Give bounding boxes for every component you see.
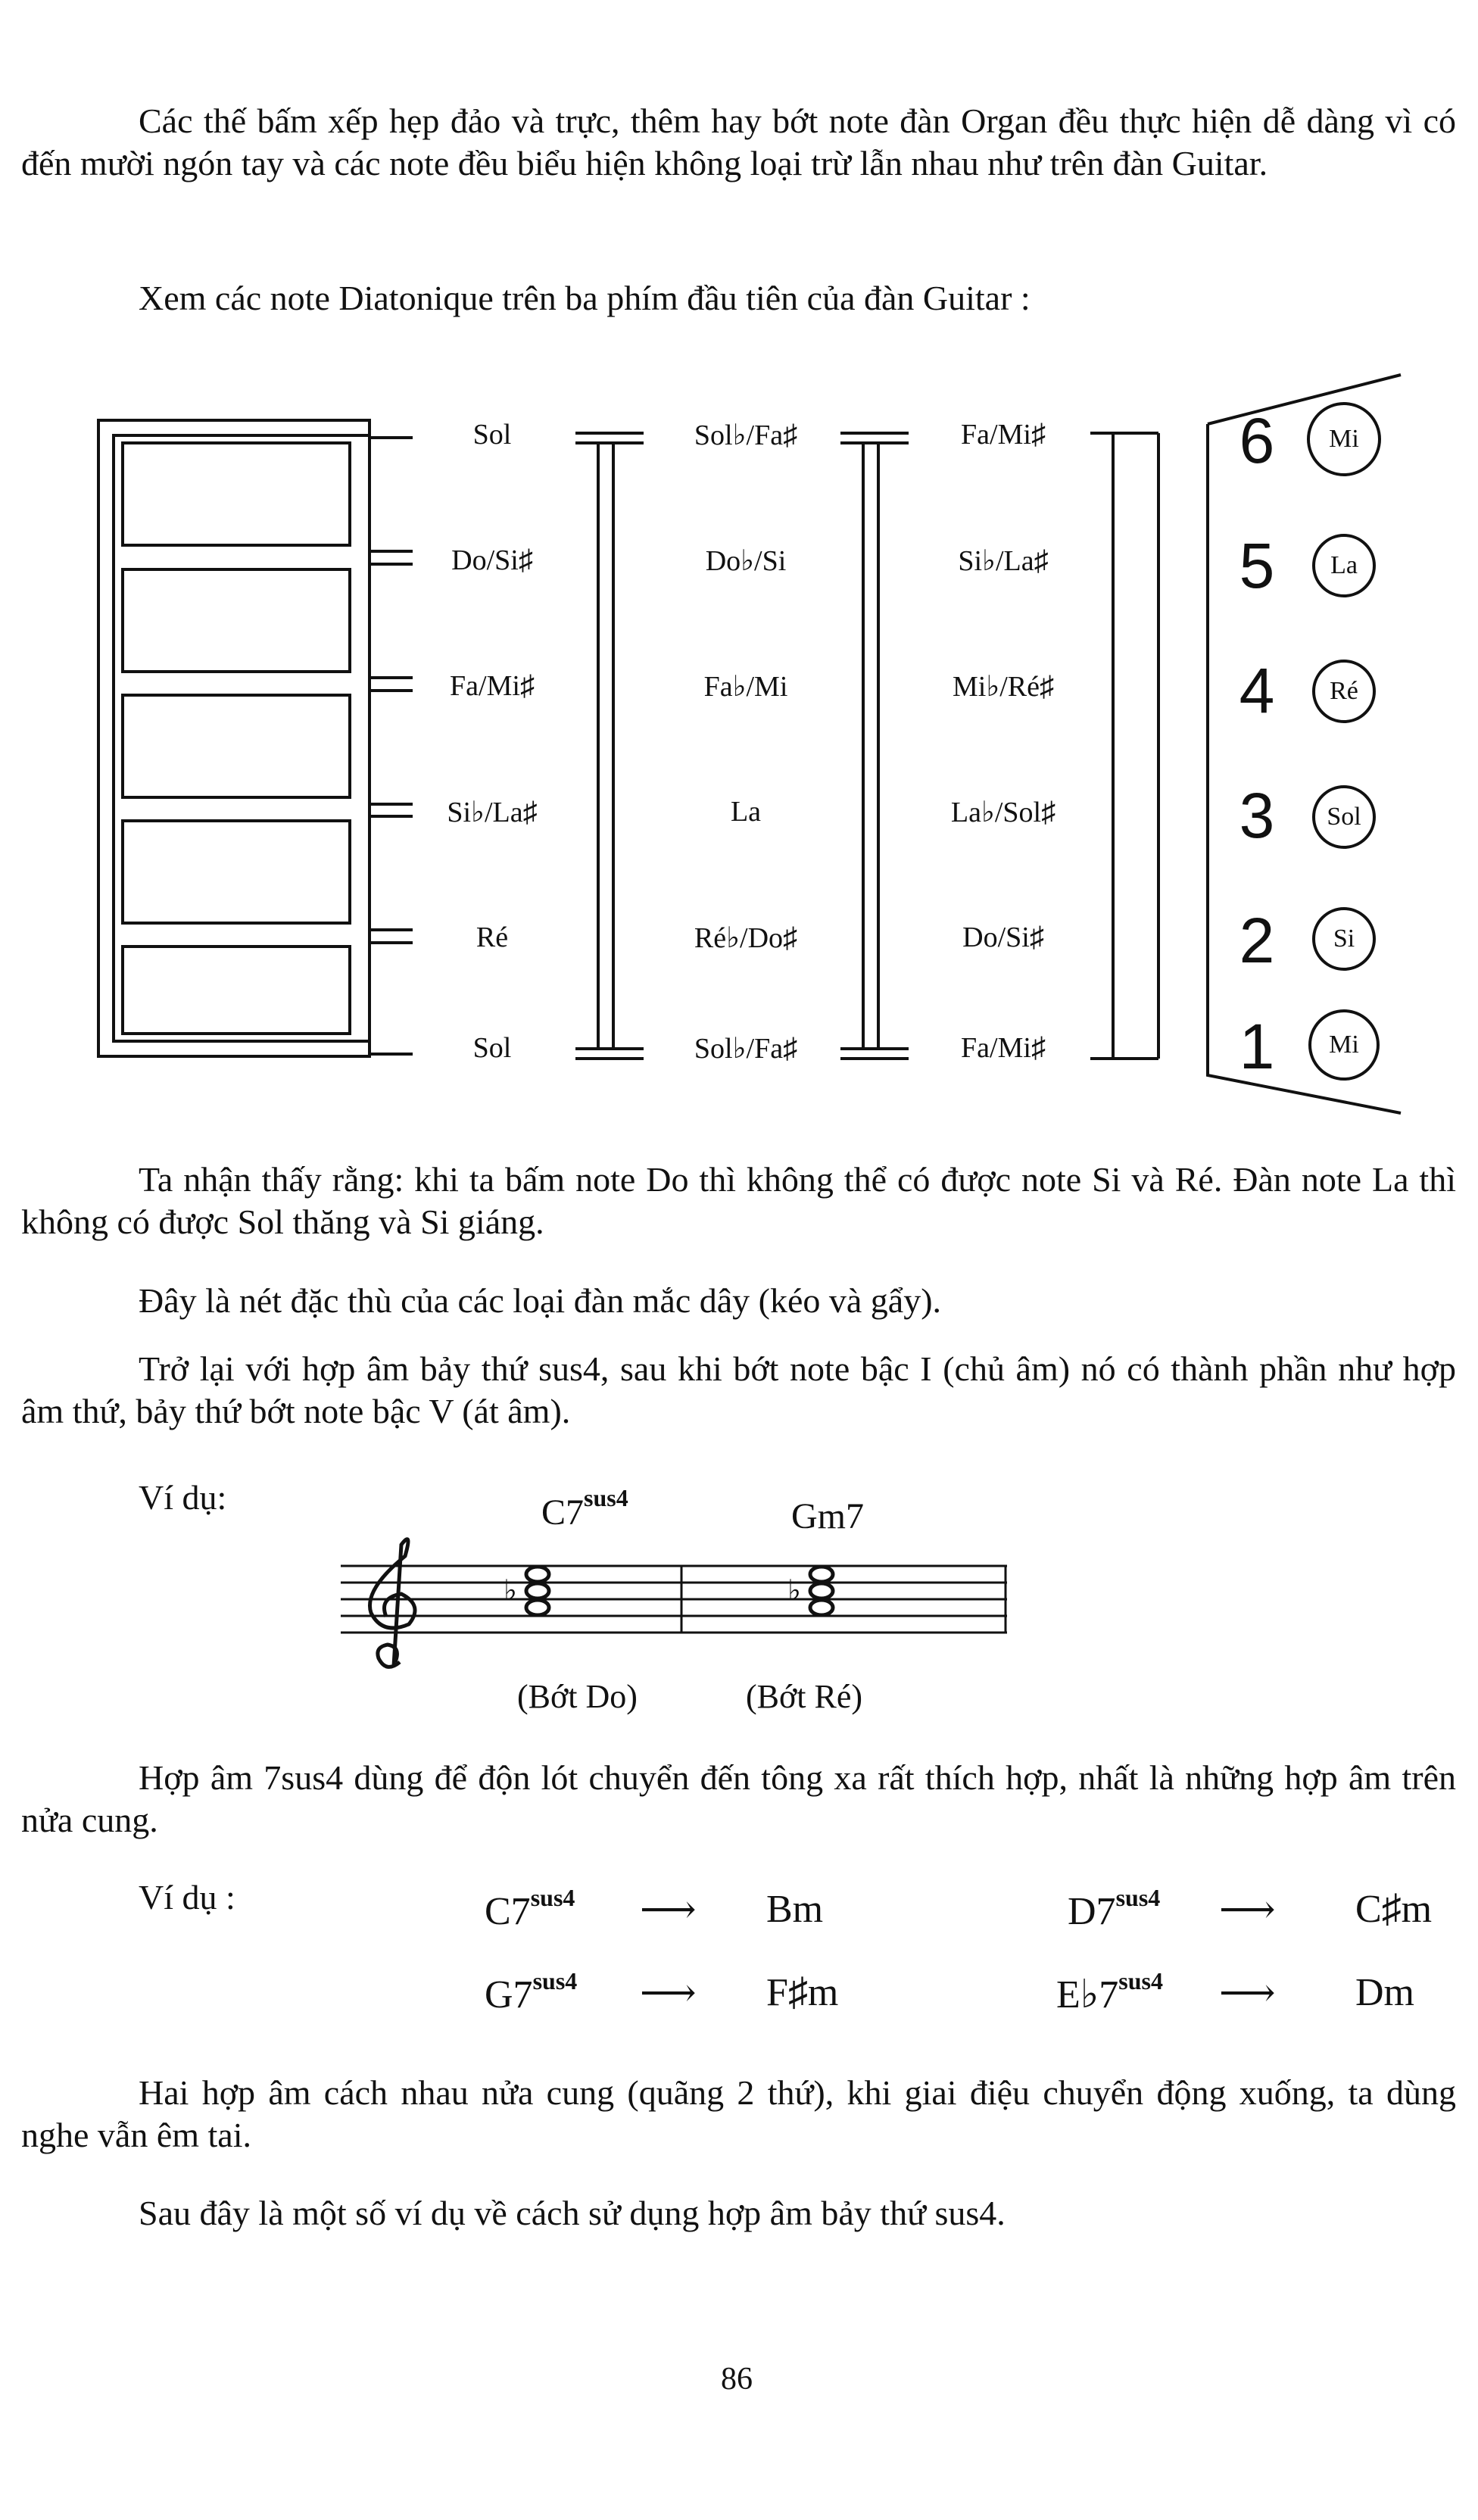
progression-from-1: $C7^{sus4}$	[485, 1884, 575, 1933]
fret3-note-string3: La♭/Sol♯	[950, 797, 1056, 828]
chord1-notes	[504, 1567, 549, 1615]
fret1-note-string5: Do/Si♯	[451, 544, 533, 576]
7sus4-usage-paragraph: Hợp âm 7sus4 dùng để độn lót chuyển đến tông xa rất thích hợp, nhất là những hợp âm trên nửa cung.	[21, 1758, 1456, 1839]
fret1-note-string3: Si♭/La♯	[447, 797, 538, 828]
svg-text:♭: ♭	[787, 1573, 801, 1607]
half-step-paragraph: Hai hợp âm cách nhau nửa cung (quãng 2 thứ), khi giai điệu chuyển động xuống, ta dùng nghe vẫn êm tai.	[21, 2073, 1456, 2154]
fretboard-intro-text: Xem các note Diatonique trên ba phím đầu tiên của đàn Guitar :	[139, 279, 1031, 317]
progression-to-1: Bm	[766, 1888, 824, 1931]
string-number-5: 5	[1239, 530, 1275, 601]
fret3-note-string2: Do/Si♯	[962, 922, 1044, 953]
progression-to-3: F♯m	[766, 1971, 839, 2014]
progression-from-4: $E♭7^{sus4}$	[1056, 1967, 1163, 2016]
page-number: 86	[721, 2362, 753, 2397]
arrow-icon: ⟶	[1219, 1972, 1276, 2015]
fret3-note-string1: Fa/Mi♯	[961, 1032, 1046, 1064]
string-number-1: 1	[1239, 1011, 1275, 1082]
example-label-2: Ví dụ :	[139, 1878, 235, 1917]
staff-caption-2: (Bớt Ré)	[746, 1678, 863, 1715]
arrow-icon: ⟶	[640, 1972, 697, 2015]
progression-to-2: C♯m	[1355, 1888, 1433, 1931]
fret1-note-string6: Sol	[472, 419, 512, 451]
progression-to-4: Dm	[1355, 1971, 1414, 2014]
open-note-string5: La	[1330, 551, 1358, 579]
treble-clef-icon	[370, 1539, 415, 1667]
progression-from-2: $D7^{sus4}$	[1068, 1884, 1161, 1933]
open-note-string3: Sol	[1327, 803, 1361, 831]
open-note-string4: Ré	[1330, 677, 1358, 705]
arrow-icon: ⟶	[1219, 1888, 1276, 1932]
arrow-icon: ⟶	[640, 1888, 697, 1932]
string-instruments-paragraph: Đây là nét đặc thù của các loại đàn mắc dây (kéo và gẩy).	[139, 1281, 942, 1320]
fret3-note-string4: Mi♭/Ré♯	[952, 671, 1055, 703]
staff-caption-1: (Bớt Do)	[517, 1678, 638, 1715]
fret1-note-string2: Ré	[476, 922, 509, 953]
staff-chord-1: $C7^{sus4}$	[541, 1484, 628, 1533]
staff-chord-2: Gm7	[791, 1496, 864, 1536]
fret2-note-string3: La	[730, 796, 762, 828]
string-number-2: 2	[1239, 905, 1275, 976]
string-number-4: 4	[1239, 655, 1275, 726]
fret2-note-string4: Fa♭/Mi	[703, 671, 788, 703]
fret1-note-string1: Sol	[472, 1032, 512, 1064]
observation-paragraph: Ta nhận thấy rằng: khi ta bấm note Do thì không thể có được note Si và Ré. Đàn note La thì không có được Sol thăng và Si giáng.	[21, 1160, 1456, 1241]
fret3-note-string5: Si♭/La♯	[958, 545, 1049, 577]
fret3-note-string6: Fa/Mi♯	[961, 419, 1046, 451]
sus4-paragraph: Trở lại với hợp âm bảy thứ sus4, sau khi bớt note bậc I (chủ âm) nó có thành phần như hợp âm thứ, bảy thứ bớt note bậc V (át âm).	[21, 1349, 1456, 1430]
string-number-3: 3	[1239, 780, 1275, 851]
progression-from-3: $G7^{sus4}$	[485, 1967, 578, 2016]
intro-paragraph: Các thế bấm xếp hẹp đảo và trực, thêm hay bớt note đàn Organ đều thực hiện dễ dàng vì có đến mười ngón tay và các note đều biểu hiện không loại trừ lẫn nhau như trên đàn Guitar.	[21, 101, 1456, 182]
fret2-note-string5: Do♭/Si	[705, 545, 787, 577]
svg-text:♭: ♭	[504, 1573, 517, 1607]
fret2-note-string6: Sol♭/Fa♯	[694, 419, 798, 451]
chord2-notes	[787, 1567, 833, 1615]
open-note-string2: Si	[1333, 925, 1355, 953]
open-note-string1: Mi	[1329, 1031, 1359, 1059]
open-note-string6: Mi	[1329, 425, 1359, 453]
example-label-1: Ví dụ:	[139, 1478, 227, 1517]
closing-paragraph: Sau đây là một số ví dụ về cách sử dụng hợp âm bảy thứ sus4.	[139, 2194, 1006, 2232]
fret2-note-string2: Ré♭/Do♯	[694, 922, 798, 954]
fret2-note-string1: Sol♭/Fa♯	[694, 1033, 798, 1065]
string-number-6: 6	[1239, 405, 1275, 476]
fret1-note-string4: Fa/Mi♯	[450, 670, 535, 702]
